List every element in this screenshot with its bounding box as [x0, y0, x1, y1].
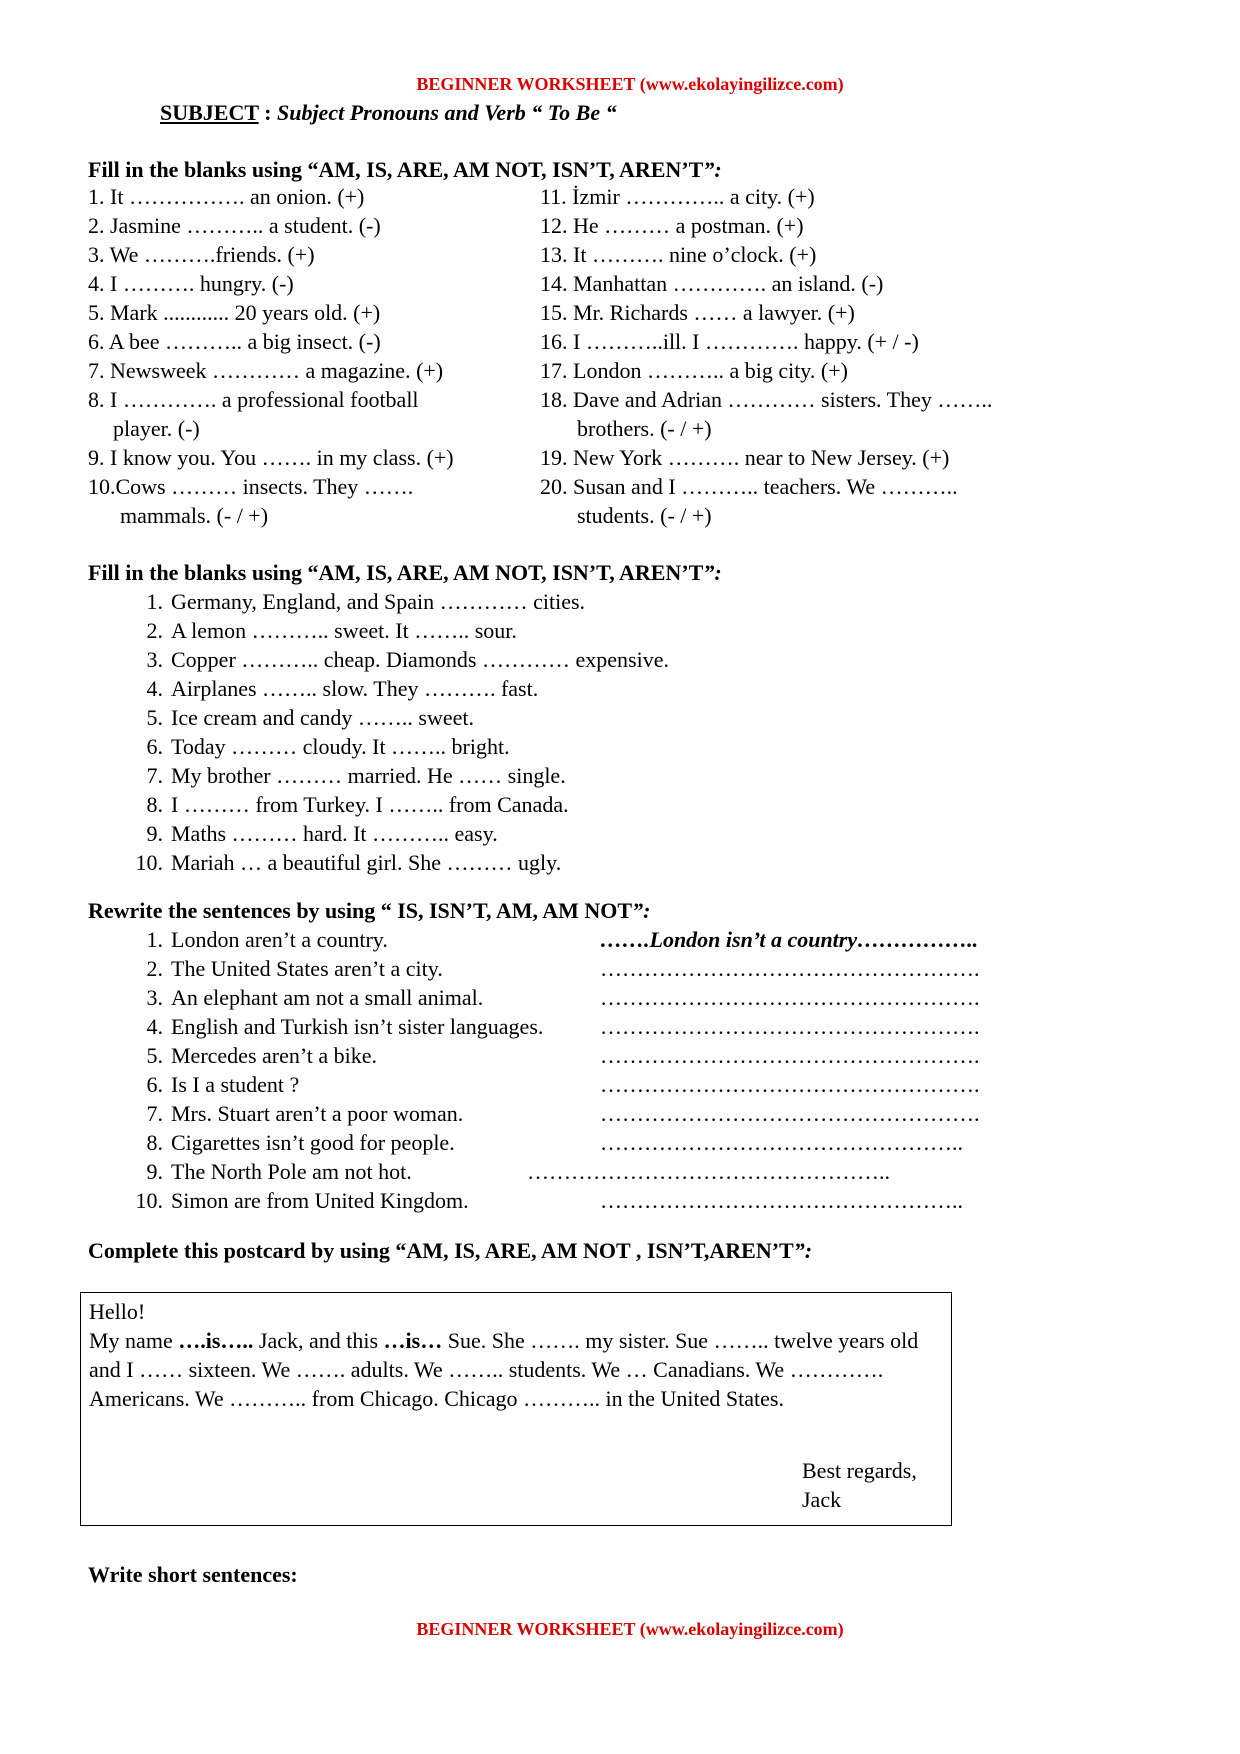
exercise-item: 18. Dave and Adrian ………… sisters. They …….. — [540, 387, 993, 412]
item-number: 3. — [146, 647, 163, 672]
postcard-body — [89, 1326, 943, 1413]
exercise-item: 16. I ………..ill. I …………. happy. (+ / -) — [540, 329, 919, 354]
item-number: 4. — [146, 1014, 163, 1039]
item-text: Ice cream and candy …….. sweet. — [171, 705, 474, 730]
section1-right-column — [540, 182, 992, 530]
section3-heading-end: ”: — [632, 898, 651, 923]
section2-list — [126, 587, 669, 877]
item-number: 6. — [146, 734, 163, 759]
item-number: 7. — [146, 1101, 163, 1126]
list-item — [126, 674, 669, 703]
postcard-example-answer: …is… — [383, 1328, 443, 1353]
item-number: 2. — [146, 618, 163, 643]
item-number: 5. — [146, 1043, 163, 1068]
list-item — [126, 1070, 1126, 1099]
postcard-example-answer: ….is….. — [178, 1328, 254, 1353]
section4-heading-end: ”: — [793, 1238, 813, 1263]
item-number: 4. — [146, 676, 163, 701]
exercise-item: 2. Jasmine ……….. a student. (-) — [88, 213, 381, 238]
list-item — [126, 1186, 1126, 1215]
item-text: Maths ……… hard. It ……….. easy. — [171, 821, 498, 846]
item-number: 10. — [135, 1188, 163, 1213]
postcard-box — [80, 1292, 952, 1526]
item-text: An elephant am not a small animal. — [171, 985, 484, 1010]
list-item — [126, 848, 669, 877]
list-item — [126, 616, 669, 645]
postcard-signoff — [802, 1456, 917, 1514]
item-number: 8. — [146, 1130, 163, 1155]
exercise-item: 19. New York ………. near to New Jersey. (+) — [540, 445, 950, 470]
section4-heading-text: Complete this postcard by using “AM, IS, ARE, AM NOT , ISN’T,AREN’T — [88, 1238, 794, 1263]
header-title: BEGINNER WORKSHEET (www.ekolayingilizce.com) — [416, 74, 844, 94]
exercise-item-continuation: brothers. (- / +) — [577, 416, 712, 441]
list-item — [126, 983, 1126, 1012]
item-text: London aren’t a country. — [171, 927, 388, 952]
item-text: A lemon ……….. sweet. It …….. sour. — [171, 618, 517, 643]
postcard-text: Jack, and this — [253, 1328, 384, 1353]
exercise-item-continuation: students. (- / +) — [577, 503, 712, 528]
list-item — [126, 1099, 1126, 1128]
item-text: The United States aren’t a city. — [171, 956, 443, 981]
subject-line — [160, 100, 617, 126]
item-text: The North Pole am not hot. — [171, 1159, 412, 1184]
list-item — [126, 1157, 1126, 1186]
list-item — [126, 732, 669, 761]
answer-line: ……………………………………………. — [600, 1101, 980, 1126]
item-number: 7. — [146, 763, 163, 788]
section2-heading — [88, 560, 722, 586]
exercise-item: 11. İzmir ………….. a city. (+) — [540, 184, 815, 209]
exercise-item-continuation: mammals. (- / +) — [120, 503, 269, 528]
item-number: 6. — [146, 1072, 163, 1097]
exercise-item: 5. Mark ............ 20 years old. (+) — [88, 300, 381, 325]
postcard-text: Sue. She ……. my sister. Sue …….. twelve years old and I …… sixteen. We ……. adults. We …….. students. We … Canadians. We …………. Americans. We ……….. from Chicago. Chicago ……….. in the United States. — [89, 1328, 919, 1411]
exercise-item: 9. I know you. You ……. in my class. (+) — [88, 445, 454, 470]
list-item — [126, 1041, 1126, 1070]
exercise-item: 13. It ………. nine o’clock. (+) — [540, 242, 817, 267]
exercise-item: 6. A bee ……….. a big insect. (-) — [88, 329, 381, 354]
list-item — [126, 761, 669, 790]
answer-line: ……………………………………………. — [600, 985, 980, 1010]
list-item — [126, 587, 669, 616]
exercise-item: 3. We ……….friends. (+) — [88, 242, 315, 267]
item-text: Germany, England, and Spain ………… cities. — [171, 589, 586, 614]
item-text: Mercedes aren’t a bike. — [171, 1043, 378, 1068]
item-text: Copper ……….. cheap. Diamonds ………… expensive. — [171, 647, 669, 672]
item-text: Today ……… cloudy. It …….. bright. — [171, 734, 510, 759]
item-number: 3. — [146, 985, 163, 1010]
section5-heading: Write short sentences: — [88, 1562, 298, 1587]
section1-heading — [88, 157, 722, 183]
item-text: Cigarettes isn’t good for people. — [171, 1130, 455, 1155]
exercise-item: 8. I …………. a professional football — [88, 387, 419, 412]
item-number: 9. — [146, 821, 163, 846]
footer-title: BEGINNER WORKSHEET (www.ekolayingilizce.com) — [416, 1619, 844, 1639]
answer-line: ……………………………………………. — [600, 1072, 980, 1097]
section1-heading-end: ”: — [703, 157, 722, 182]
answer-line: ………………………………………….. — [527, 1159, 890, 1184]
item-number: 9. — [146, 1159, 163, 1184]
list-item — [126, 925, 1126, 954]
list-item — [126, 1012, 1126, 1041]
answer-line: ……………………………………………. — [600, 1043, 980, 1068]
item-number: 10. — [135, 850, 163, 875]
exercise-item-continuation: player. (-) — [113, 416, 200, 441]
item-text: I ……… from Turkey. I …….. from Canada. — [171, 792, 569, 817]
section3-heading — [88, 898, 650, 924]
postcard-closing: Best regards, — [802, 1458, 917, 1483]
postcard-greeting: Hello! — [89, 1299, 146, 1324]
item-text: Mrs. Stuart aren’t a poor woman. — [171, 1101, 464, 1126]
list-item — [126, 703, 669, 732]
item-text: Mariah … a beautiful girl. She ……… ugly. — [171, 850, 562, 875]
exercise-item: 12. He ……… a postman. (+) — [540, 213, 804, 238]
postcard-text: My name — [89, 1328, 179, 1353]
subject-title: Subject Pronouns and Verb “ To Be “ — [276, 100, 617, 125]
answer-line: ………………………………………….. — [600, 1130, 963, 1155]
item-number: 1. — [146, 589, 163, 614]
exercise-item: 10.Cows ……… insects. They ……. — [88, 474, 414, 499]
item-text: Simon are from United Kingdom. — [171, 1188, 469, 1213]
section3-heading-text: Rewrite the sentences by using “ IS, ISN’T, AM, AM NOT — [88, 898, 633, 923]
list-item — [126, 1128, 1126, 1157]
exercise-item: 1. It ……………. an onion. (+) — [88, 184, 365, 209]
item-number: 8. — [146, 792, 163, 817]
answer-line: ………………………………………….. — [600, 1188, 963, 1213]
section3-list — [126, 925, 1126, 1215]
section1-heading-text: Fill in the blanks using “AM, IS, ARE, AM NOT, ISN’T, AREN’T — [88, 157, 704, 182]
exercise-item: 17. London ……….. a big city. (+) — [540, 358, 848, 383]
section2-heading-end: ”: — [703, 560, 722, 585]
item-number: 1. — [146, 927, 163, 952]
exercise-item: 15. Mr. Richards …… a lawyer. (+) — [540, 300, 855, 325]
exercise-item: 4. I ………. hungry. (-) — [88, 271, 294, 296]
section1-left-column — [88, 182, 454, 530]
list-item — [126, 790, 669, 819]
item-number: 2. — [146, 956, 163, 981]
section4-heading — [88, 1238, 812, 1264]
postcard-signature: Jack — [802, 1487, 842, 1512]
list-item — [126, 819, 669, 848]
item-text: English and Turkish isn’t sister languages. — [171, 1014, 544, 1039]
exercise-item: 7. Newsweek ………… a magazine. (+) — [88, 358, 444, 383]
exercise-item: 20. Susan and I ……….. teachers. We ……….. — [540, 474, 958, 499]
item-text: Airplanes …….. slow. They ………. fast. — [171, 676, 539, 701]
item-text: My brother ……… married. He …… single. — [171, 763, 566, 788]
list-item — [126, 645, 669, 674]
section2-heading-text: Fill in the blanks using “AM, IS, ARE, AM NOT, ISN’T, AREN’T — [88, 560, 704, 585]
answer-line: ……………………………………………. — [600, 956, 980, 981]
answer-line: ……………………………………………. — [600, 1014, 980, 1039]
subject-colon: : — [258, 100, 277, 125]
list-item — [126, 954, 1126, 983]
item-number: 5. — [146, 705, 163, 730]
exercise-item: 14. Manhattan …………. an island. (-) — [540, 271, 884, 296]
answer-line: …….London isn’t a country…………….. — [600, 927, 979, 952]
subject-label: SUBJECT — [160, 100, 259, 125]
item-text: Is I a student ? — [171, 1072, 300, 1097]
